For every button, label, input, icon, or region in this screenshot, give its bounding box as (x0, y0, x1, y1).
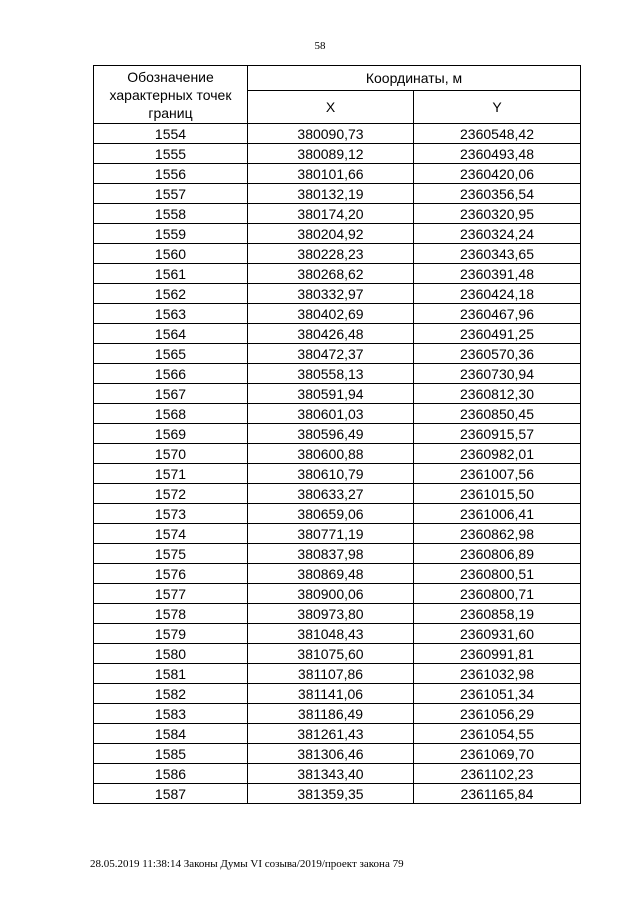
y-coordinate-cell: 2360730,94 (414, 364, 581, 384)
x-coordinate-cell: 380591,94 (248, 384, 414, 404)
x-coordinate-cell: 380426,48 (248, 324, 414, 344)
point-id-cell: 1576 (94, 564, 248, 584)
table-row (94, 564, 581, 584)
table-row (94, 204, 581, 224)
x-coordinate-cell: 381343,40 (248, 764, 414, 784)
table-row (94, 144, 581, 164)
point-id-cell: 1580 (94, 644, 248, 664)
table-row (94, 324, 581, 344)
point-id-cell: 1565 (94, 344, 248, 364)
table-row (94, 344, 581, 364)
y-coordinate-cell: 2360420,06 (414, 164, 581, 184)
y-coordinate-cell: 2360424,18 (414, 284, 581, 304)
table-row (94, 284, 581, 304)
x-coordinate-cell: 380132,19 (248, 184, 414, 204)
table-row (94, 424, 581, 444)
y-coordinate-cell: 2360467,96 (414, 304, 581, 324)
point-id-cell: 1581 (94, 664, 248, 684)
point-id-cell: 1587 (94, 784, 248, 804)
x-coordinate-cell: 380610,79 (248, 464, 414, 484)
point-id-cell: 1563 (94, 304, 248, 324)
y-coordinate-cell: 2360931,60 (414, 624, 581, 644)
point-id-cell: 1586 (94, 764, 248, 784)
y-coordinate-cell: 2361069,70 (414, 744, 581, 764)
y-coordinate-cell: 2361051,34 (414, 684, 581, 704)
point-id-cell: 1560 (94, 244, 248, 264)
table-row (94, 404, 581, 424)
point-id-cell: 1579 (94, 624, 248, 644)
point-id-cell: 1564 (94, 324, 248, 344)
x-coordinate-cell: 380228,23 (248, 244, 414, 264)
x-coordinate-cell: 380090,73 (248, 124, 414, 144)
y-coordinate-cell: 2361015,50 (414, 484, 581, 504)
table-row (94, 184, 581, 204)
x-coordinate-cell: 380268,62 (248, 264, 414, 284)
x-coordinate-cell: 381107,86 (248, 664, 414, 684)
y-coordinate-cell: 2360548,42 (414, 124, 581, 144)
table-row (94, 524, 581, 544)
table-row (94, 764, 581, 784)
table-row (94, 604, 581, 624)
y-coordinate-cell: 2361006,41 (414, 504, 581, 524)
table-row (94, 544, 581, 564)
table-row (94, 384, 581, 404)
table-row (94, 684, 581, 704)
point-id-cell: 1556 (94, 164, 248, 184)
x-coordinate-cell: 380973,80 (248, 604, 414, 624)
y-coordinate-cell: 2360800,71 (414, 584, 581, 604)
x-coordinate-cell: 380101,66 (248, 164, 414, 184)
table-row (94, 244, 581, 264)
x-coordinate-cell: 381048,43 (248, 624, 414, 644)
point-id-cell: 1561 (94, 264, 248, 284)
header-x: X (248, 91, 414, 124)
y-coordinate-cell: 2360800,51 (414, 564, 581, 584)
x-coordinate-cell: 380332,97 (248, 284, 414, 304)
point-id-cell: 1554 (94, 124, 248, 144)
x-coordinate-cell: 381141,06 (248, 684, 414, 704)
header-coordinates: Координаты, м (248, 66, 581, 91)
y-coordinate-cell: 2360343,65 (414, 244, 581, 264)
y-coordinate-cell: 2361032,98 (414, 664, 581, 684)
y-coordinate-cell: 2360850,45 (414, 404, 581, 424)
point-id-cell: 1572 (94, 484, 248, 504)
y-coordinate-cell: 2360320,95 (414, 204, 581, 224)
x-coordinate-cell: 380596,49 (248, 424, 414, 444)
x-coordinate-cell: 380601,03 (248, 404, 414, 424)
table-row (94, 744, 581, 764)
header-designation: Обозначение характерных точек границ (94, 66, 248, 124)
table-row (94, 664, 581, 684)
x-coordinate-cell: 380402,69 (248, 304, 414, 324)
table-row (94, 504, 581, 524)
point-id-cell: 1577 (94, 584, 248, 604)
table-row (94, 164, 581, 184)
y-coordinate-cell: 2360324,24 (414, 224, 581, 244)
header-y: Y (414, 91, 581, 124)
point-id-cell: 1566 (94, 364, 248, 384)
point-id-cell: 1571 (94, 464, 248, 484)
table-row (94, 624, 581, 644)
table-row (94, 644, 581, 664)
table-row (94, 584, 581, 604)
x-coordinate-cell: 381359,35 (248, 784, 414, 804)
point-id-cell: 1582 (94, 684, 248, 704)
x-coordinate-cell: 381261,43 (248, 724, 414, 744)
y-coordinate-cell: 2361102,23 (414, 764, 581, 784)
table-row (94, 724, 581, 744)
x-coordinate-cell: 381306,46 (248, 744, 414, 764)
table-row (94, 224, 581, 244)
x-coordinate-cell: 380659,06 (248, 504, 414, 524)
x-coordinate-cell: 380558,13 (248, 364, 414, 384)
point-id-cell: 1567 (94, 384, 248, 404)
table-row (94, 444, 581, 464)
y-coordinate-cell: 2361056,29 (414, 704, 581, 724)
y-coordinate-cell: 2361007,56 (414, 464, 581, 484)
point-id-cell: 1568 (94, 404, 248, 424)
point-id-cell: 1575 (94, 544, 248, 564)
y-coordinate-cell: 2360391,48 (414, 264, 581, 284)
page-number: 58 (314, 40, 326, 52)
y-coordinate-cell: 2361054,55 (414, 724, 581, 744)
table-row (94, 304, 581, 324)
table-row (94, 704, 581, 724)
point-id-cell: 1569 (94, 424, 248, 444)
y-coordinate-cell: 2360812,30 (414, 384, 581, 404)
point-id-cell: 1573 (94, 504, 248, 524)
point-id-cell: 1584 (94, 724, 248, 744)
x-coordinate-cell: 380869,48 (248, 564, 414, 584)
x-coordinate-cell: 381186,49 (248, 704, 414, 724)
point-id-cell: 1570 (94, 444, 248, 464)
table-row (94, 464, 581, 484)
table-row (94, 264, 581, 284)
table-row (94, 364, 581, 384)
point-id-cell: 1578 (94, 604, 248, 624)
x-coordinate-cell: 380472,37 (248, 344, 414, 364)
point-id-cell: 1585 (94, 744, 248, 764)
footer-stamp: 28.05.2019 11:38:14 Законы Думы VI созыва/2019/проект закона 79 (90, 858, 404, 870)
x-coordinate-cell: 381075,60 (248, 644, 414, 664)
coordinates-table (93, 65, 581, 804)
table-body (94, 124, 581, 804)
point-id-cell: 1583 (94, 704, 248, 724)
x-coordinate-cell: 380900,06 (248, 584, 414, 604)
point-id-cell: 1558 (94, 204, 248, 224)
table-row (94, 484, 581, 504)
point-id-cell: 1557 (94, 184, 248, 204)
x-coordinate-cell: 380174,20 (248, 204, 414, 224)
y-coordinate-cell: 2360356,54 (414, 184, 581, 204)
x-coordinate-cell: 380771,19 (248, 524, 414, 544)
point-id-cell: 1555 (94, 144, 248, 164)
point-id-cell: 1559 (94, 224, 248, 244)
y-coordinate-cell: 2360862,98 (414, 524, 581, 544)
point-id-cell: 1574 (94, 524, 248, 544)
y-coordinate-cell: 2360570,36 (414, 344, 581, 364)
x-coordinate-cell: 380600,88 (248, 444, 414, 464)
y-coordinate-cell: 2360806,89 (414, 544, 581, 564)
y-coordinate-cell: 2361165,84 (414, 784, 581, 804)
x-coordinate-cell: 380633,27 (248, 484, 414, 504)
y-coordinate-cell: 2360493,48 (414, 144, 581, 164)
y-coordinate-cell: 2360858,19 (414, 604, 581, 624)
y-coordinate-cell: 2360982,01 (414, 444, 581, 464)
x-coordinate-cell: 380204,92 (248, 224, 414, 244)
table-row (94, 784, 581, 804)
x-coordinate-cell: 380837,98 (248, 544, 414, 564)
point-id-cell: 1562 (94, 284, 248, 304)
table-row (94, 124, 581, 144)
x-coordinate-cell: 380089,12 (248, 144, 414, 164)
y-coordinate-cell: 2360491,25 (414, 324, 581, 344)
y-coordinate-cell: 2360991,81 (414, 644, 581, 664)
y-coordinate-cell: 2360915,57 (414, 424, 581, 444)
